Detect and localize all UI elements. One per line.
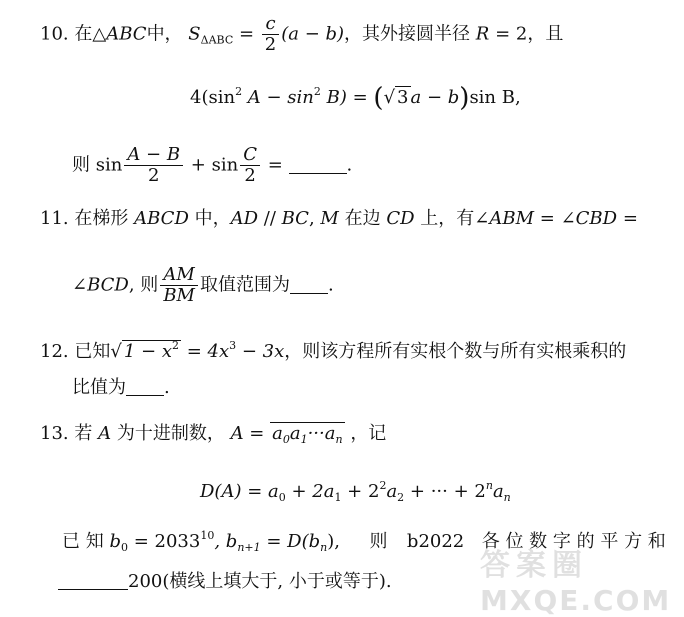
q13-answer-blank (58, 571, 128, 590)
q11-line-2 (72, 265, 334, 306)
q11-fraction-num: AM (160, 265, 198, 286)
q13-line-4 (58, 570, 392, 594)
q11-bcd: BCD (87, 274, 129, 296)
q11-text5: = ∠ (534, 208, 576, 229)
q10-frac2 (240, 145, 260, 186)
q13-b0-exp: 10 (200, 529, 215, 542)
q10-sup-2b: 2 (313, 85, 321, 98)
q10-equals: = (233, 23, 260, 45)
q10-ask-head: 则 sin (72, 154, 123, 176)
q10-frac1-den: 2 (147, 165, 160, 186)
q13-known: 已 知 (62, 531, 104, 552)
q10-formula-a-b: a − b (410, 87, 460, 108)
q11-m: M (320, 208, 339, 229)
q13-number: 13. (40, 423, 69, 444)
q13-formula-supn: n (485, 479, 493, 492)
q11-bc: BC (281, 208, 309, 229)
q13-formula-an: a (492, 481, 504, 502)
q13-bn-close: ), (327, 531, 340, 552)
q12-line-2 (72, 376, 170, 400)
q10-answer-blank (289, 155, 347, 174)
q13-text2: 为十进制数， (116, 423, 225, 444)
q10-close-paren: ) (459, 83, 470, 113)
q13-b0-sub: 0 (121, 541, 128, 554)
q13-text1: 若 (74, 423, 93, 444)
q10-frac1-num: A − B (124, 145, 183, 166)
q13-b0-val: = 2033 (128, 531, 201, 552)
q11-text7: , 则 (128, 274, 159, 296)
q12-sup-2: 2 (172, 339, 179, 352)
q11-parallel: // (258, 208, 282, 229)
q12-text1: 已知 (74, 341, 111, 362)
q11-cd: CD (386, 208, 415, 229)
q13-formula-mid3: + ··· + 2 (404, 481, 486, 502)
q13-sub-1: 1 (300, 433, 308, 446)
q10-formula (190, 80, 521, 113)
q10-frac1 (124, 145, 183, 186)
q12-text2: ，则该方程所有实根个数与所有实根乘积的 (284, 341, 627, 362)
q13-formula-mid2: + 2 (341, 481, 380, 502)
q10-dot: . (346, 154, 353, 176)
q10-mid: 中， (146, 23, 183, 45)
q11-text3: 在边 (344, 208, 381, 229)
q11-ad: AD (230, 208, 259, 229)
q11-text2: 中， (194, 208, 231, 229)
q13-sub-0: 0 (282, 433, 290, 446)
q13-bn1-sub: n+1 (237, 541, 261, 554)
q10-R-value: = 2，且 (489, 23, 564, 45)
q13-A2: A (230, 423, 244, 444)
q12-number: 12. (40, 341, 69, 362)
q13-formula-sub1: 1 (334, 491, 342, 504)
q13-then: 则 (369, 531, 388, 552)
q13-digits-overline (270, 422, 344, 444)
q13-text3: ，记 (350, 423, 387, 444)
watermark-en: MXQE.COM (480, 584, 672, 617)
q10-frac2-num: C (240, 145, 260, 166)
q10-after: ，其外接圆半径 (344, 23, 471, 45)
q13-bn-sub: n (320, 541, 328, 554)
q11-angle: ∠ (72, 274, 88, 296)
q13-a1: a (289, 423, 301, 444)
q11-text6: = (617, 208, 638, 229)
q13-eq: = (243, 423, 271, 444)
watermark-logo (480, 540, 680, 617)
q13-a0: a (272, 423, 283, 444)
q12-line2: 比值为 (72, 377, 126, 398)
q10-fraction-den: 2 (264, 34, 277, 55)
q13-line-1 (40, 422, 386, 452)
q10-formula-B: B) = (320, 87, 374, 108)
q12-rest: − 3x (236, 341, 285, 362)
q12-answer-blank (126, 377, 164, 396)
q10-triangle: ABC (106, 23, 147, 45)
q13-sub-n: n (335, 433, 343, 446)
q10-line-1 (40, 14, 563, 55)
q13-bn1: , b (214, 531, 238, 552)
q13-bn1-eq: = D(b (260, 531, 321, 552)
q11-line-1 (40, 207, 638, 231)
q10-plus-sin: + sin (185, 154, 239, 176)
q10-area-subscript: ΔABC (200, 33, 234, 47)
q11-text8: 取值范围为 (199, 274, 290, 296)
q11-text4: 上，有∠ (420, 208, 490, 229)
q11-dot: . (327, 274, 334, 296)
q13-formula-a2: a (386, 481, 398, 502)
q10-sqrt: √ 3 (383, 87, 409, 108)
q13-formula-subn: n (503, 491, 511, 504)
q13-formula-mid1: + 2a (285, 481, 335, 502)
q13-dots: ···a (307, 423, 336, 444)
q10-fraction (262, 14, 279, 55)
q12-eq: = 4x (181, 341, 230, 362)
q11-abm: ABM (489, 208, 535, 229)
q11-number: 11. (40, 208, 69, 229)
watermark-cn: 答案圈 (480, 548, 588, 583)
q12-line-1 (40, 334, 626, 364)
q13-line-last: 200(横线上填大于, 小于或等于). (128, 571, 392, 592)
q13-A: A (98, 423, 112, 444)
q11-text1: 在梯形 (74, 208, 129, 229)
q10-open-paren: ( (373, 83, 384, 113)
q13-tail: 各 位 数 字 的 平 方 和 (481, 531, 666, 552)
q10-paren: (a − b) (281, 23, 345, 45)
q10-formula-A: A − sin (242, 87, 314, 108)
q10-area-symbol: S (188, 23, 201, 45)
q10-formula-head: 4(sin (190, 87, 236, 108)
q11-comma: , (308, 208, 321, 229)
q10-frac2-den: 2 (244, 165, 256, 186)
q10-lead: 在△ (74, 23, 107, 45)
q13-b2022: b2022 (406, 531, 465, 552)
q13-formula-sub0: 0 (278, 491, 286, 504)
q10-R: R (475, 23, 490, 45)
q13-formula-sq: 2 (379, 479, 387, 492)
q12-dot: . (164, 377, 170, 398)
q12-sup-3: 3 (229, 339, 237, 352)
q12-sqrt-text: 1 − x (123, 341, 172, 362)
q10-sqrt-arg: 3 (397, 87, 409, 108)
q11-fraction-den: BM (163, 285, 195, 306)
q10-number: 10. (40, 23, 69, 45)
q13-formula (200, 474, 511, 510)
q10-formula-tail: sin B, (469, 87, 521, 108)
q10-eq-blank: = (261, 154, 289, 176)
q10-ask (72, 145, 352, 186)
q12-sqrt: √ $1 - x^2$ (110, 339, 179, 362)
q11-fraction (160, 265, 198, 306)
q11-cbd: CBD (575, 208, 618, 229)
q11-abcd: ABCD (134, 208, 189, 229)
q10-sup-2a: 2 (235, 85, 243, 98)
q12-sqrt-body (122, 340, 181, 362)
q10-fraction-num: c (262, 14, 279, 35)
q13-formula-sub2: 2 (397, 491, 405, 504)
q13-b0: b (109, 531, 121, 552)
q11-answer-blank (290, 275, 328, 294)
q13-formula-head: D(A) = a (200, 481, 279, 502)
